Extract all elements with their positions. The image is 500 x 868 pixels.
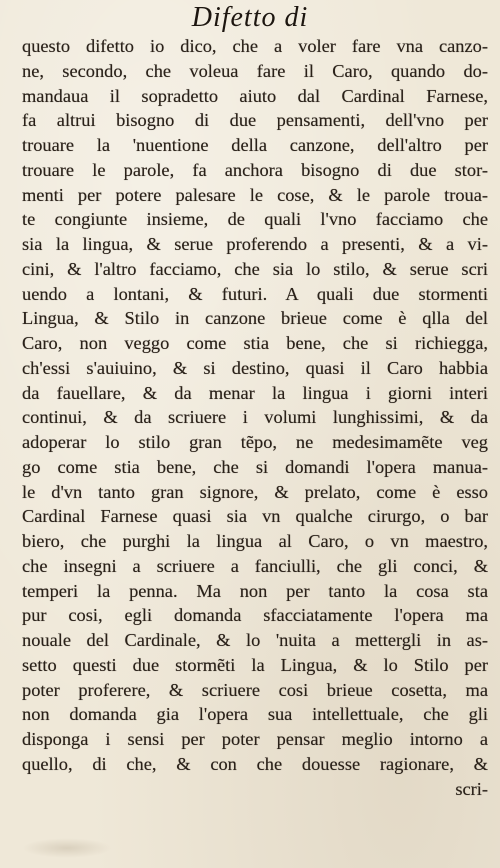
text-line: che insegni a scriuere a fanciulli, che gli conci, & [22,555,488,576]
text-line: mandaua il sopradetto aiuto dal Cardinal Farnese, [22,85,488,106]
text-line: temperi la penna. Ma non per tanto la cosa sta [22,580,488,601]
text-line: te congiunte insieme, de quali l'vno facciamo che [22,209,488,230]
running-head: Difetto di [191,2,309,33]
text-line: fa altrui bisogno di due pensamenti, dell'vno per [22,110,488,131]
text-line: le d'vn tanto gran signore, & prelato, come è esso [22,481,488,502]
text-line: trouare le parole, fa anchora bisogno di due stor- [22,159,488,180]
text-line: nouale del Cardinale, & lo 'nuita a mettergli in as- [22,630,488,650]
text-line: adoperar lo stilo gran tẽpo, ne medesimamẽte veg [22,432,488,452]
text-line: Lingua, & Stilo in canzone brieue come è qlla del [22,308,488,329]
text-line: menti per potere palesare le cose, & le parole troua- [22,184,488,205]
text-line: Caro, non veggo come stia bene, che si richiegga, [22,333,488,353]
text-line: pur cosi, egli domanda sfacciatamente l'opera ma [22,605,488,626]
text-line: Cardinal Farnese quasi sia vn qualche cirurgo, o bar [22,506,488,527]
ink-smudge [22,838,112,858]
text-line: disponga i sensi per poter pensar meglio intorno a [22,729,488,749]
text-line: quello, di che, & con che douesse ragionare, & [22,753,488,774]
text-line: questo difetto io dico, che a voler fare vna canzo- [22,36,488,56]
text-line: biero, che purghi la lingua al Caro, o vn maestro, [22,531,488,551]
text-line: sia la lingua, & serue proferendo a presenti, & a vi- [22,234,488,254]
text-line: scri- [455,778,488,799]
body-text [22,34,488,801]
text-line: non domanda gia l'opera sua intellettuale, che gli [22,704,488,725]
text-line: ch'essi s'auiuino, & si destino, quasi il Caro habbia [22,357,488,378]
text-line: da fauellare, & da menar la lingua i giorni interi [22,382,488,403]
text-line: trouare la 'nuentione della canzone, dell'altro per [22,135,488,155]
text-line: ne, secondo, che voleua fare il Caro, quando do- [22,60,488,81]
text-line: cini, & l'altro facciamo, che sia lo stilo, & serue scri [22,258,488,279]
text-line: setto questi due stormẽti la Lingua, & lo Stilo per [22,654,488,675]
text-line: continui, & da scriuere i volumi lunghissimi, & da [22,407,488,428]
page-header [0,2,500,34]
text-line: uendo a lontani, & futuri. A quali due stormenti [22,283,488,304]
text-line: poter proferere, & scriuere cosi brieue cosetta, ma [22,679,488,700]
text-line: go come stia bene, che si domandi l'opera manua- [22,456,488,477]
